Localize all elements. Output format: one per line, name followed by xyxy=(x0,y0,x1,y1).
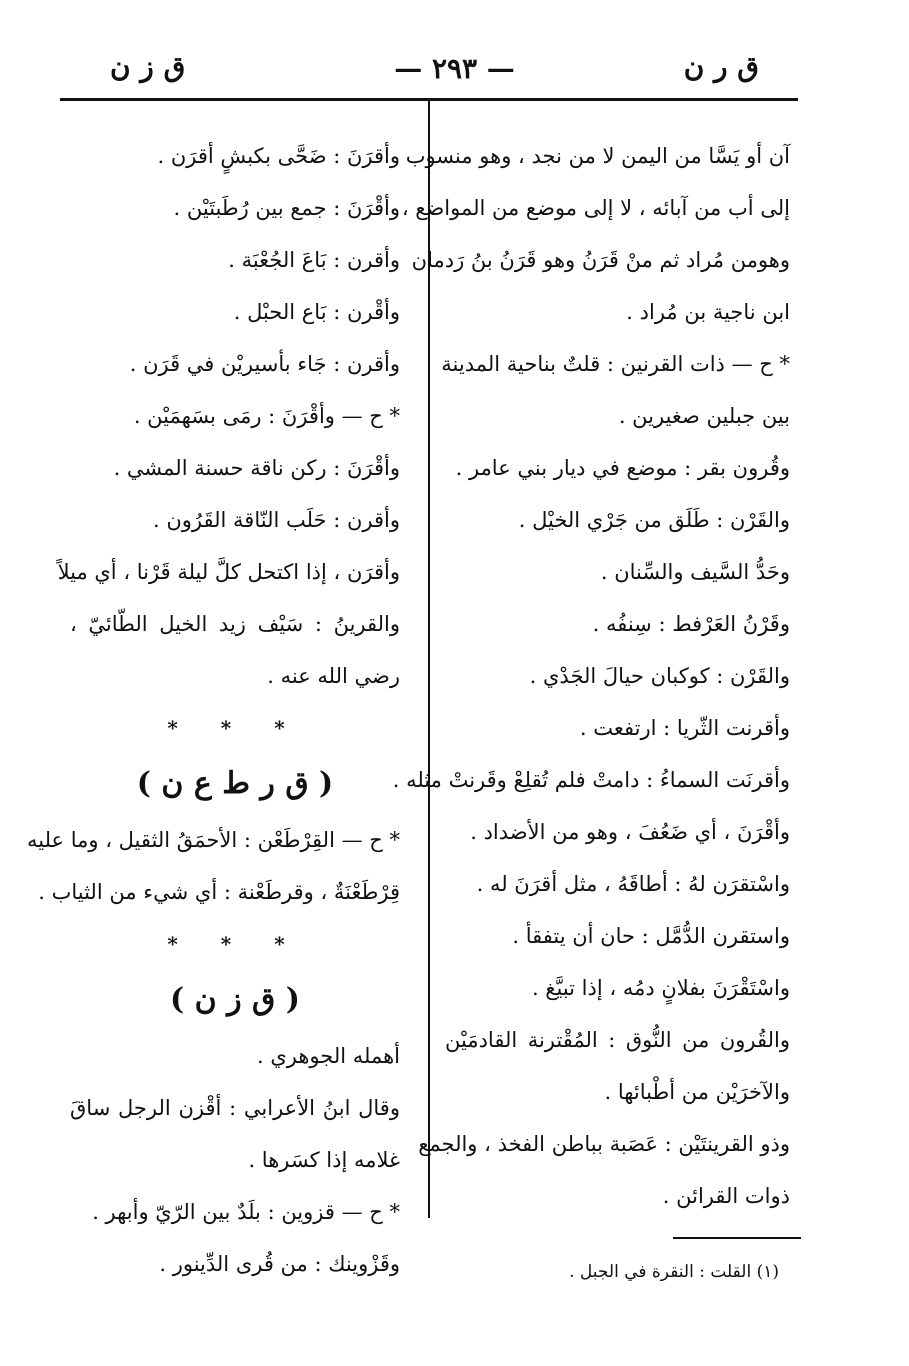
text-line: وأقرن : جَاء بأسيريْن في قَرَن . xyxy=(129,352,400,376)
text-line: آن أو يَسَّا من اليمن لا من نجد ، وهو منسوب xyxy=(405,144,790,168)
right-column xyxy=(392,130,790,1222)
text-line: وأقْرَنَ : جمع بين رُطَبتَيْن . xyxy=(173,196,400,220)
left-column xyxy=(26,130,400,1290)
text-line: وقال ابنُ الأعرابي : أقْزن الرجل ساقَ xyxy=(70,1096,400,1120)
text-line: وأقرنَت السماءُ : دامتْ فلم تُقلِعْ وقَرنتْ مثله . xyxy=(392,768,790,792)
footnote: (١) القلت : النقرة في الجبل . xyxy=(569,1262,779,1282)
text-line: قِرْطَعْنَةٌ ، وقرطَعْنة : أي شيء من الثياب . xyxy=(38,880,400,904)
text-line: وأقرن : بَاعَ الجُعْبَة . xyxy=(228,248,400,272)
text-line: ابن ناجية بن مُراد . xyxy=(626,300,790,324)
text-line: والآخرَيْن من أطْبائها . xyxy=(604,1080,790,1104)
text-line: بين جبلين صغيرين . xyxy=(618,404,790,428)
text-line: وقَرْنُ العَرْفط : سِنفُه . xyxy=(592,612,790,636)
text-line: وأقْرن : بَاع الحبْل . xyxy=(233,300,400,324)
section-separator-stars: * * * xyxy=(167,716,303,740)
text-line: إلى أب من آبائه ، لا إلى موضع من المواضع ، xyxy=(401,196,790,220)
text-line: وأقرن : حَلَب النّاقة القَرُون . xyxy=(153,508,400,532)
entry-heading-qzn: ( ق ز ن ) xyxy=(170,982,300,1017)
text-line: وأقْرَنَ ، أي ضَعُفَ ، وهو من الأضداد . xyxy=(470,820,790,844)
page-number: — ٢٩٣ — xyxy=(394,52,515,85)
text-line: وأقرَن ، إذا اكتحل كلَّ ليلة قَرْنا ، أي ميلاً xyxy=(57,560,400,584)
text-line: واسْتقرَن لهُ : أطاقَهُ ، مثل أقرَنَ له . xyxy=(476,872,790,896)
text-line: رضي الله عنه . xyxy=(267,664,400,688)
text-line: * ح — القِرْطَعْن : الأحمَقُ الثقيل ، وما عليه xyxy=(26,828,400,852)
entry-heading-qrtn: ( ق ر ط ع ن ) xyxy=(136,766,334,801)
text-line: * ح — ذات القرنين : قلتٌ بناحية المدينة xyxy=(441,352,790,376)
text-line: واسْتَقْرَنَ بفلانٍ دمُه ، إذا تبيَّغ . xyxy=(531,976,790,1000)
section-separator-stars: * * * xyxy=(167,932,303,956)
running-head-right-root: ق ر ن xyxy=(683,50,759,83)
running-head-left-root: ق ز ن xyxy=(110,50,186,83)
text-line: * ح — وأقْرَنَ : رمَى بسَهمَيْن . xyxy=(133,404,400,428)
text-line: والقُرون من النُّوق : المُقْترنة القادمَيْن xyxy=(445,1028,790,1052)
text-line: وأقْرَنَ : ركن ناقة حسنة المشي . xyxy=(113,456,400,480)
text-line: والقرينُ : سَيْف زيد الخيل الطّائيّ ، xyxy=(70,612,400,636)
text-line: والقَرْن : طَلَق من جَرْي الخيْل . xyxy=(518,508,790,532)
text-line: ذوات القرائن . xyxy=(662,1184,790,1208)
footnote-rule xyxy=(673,1237,801,1239)
text-line: وأقرَنَ : ضَحَّى بكبشٍ أقرَن . xyxy=(157,144,400,168)
text-line: وحَدُّ السَّيف والسِّنان . xyxy=(600,560,790,584)
text-line: * ح — قزوين : بلَدٌ بين الرّيّ وأبهر . xyxy=(92,1200,400,1224)
text-line: وأقرنت الثّريا : ارتفعت . xyxy=(579,716,790,740)
text-line: واستقرن الدُّمَّل : حان أن يتفقأ . xyxy=(512,924,790,948)
text-line: غلامه إذا كسَرها . xyxy=(248,1148,400,1172)
text-line: وقَزْوينك : من قُرى الدِّينور . xyxy=(159,1252,400,1276)
text-line: والقَرْن : كوكبان حيالَ الجَدْي . xyxy=(529,664,790,688)
text-line: أهمله الجوهري . xyxy=(256,1044,400,1068)
text-line: وهومن مُراد ثم منْ قَرَنُ وهو قَرَنُ بنُ رَدمان xyxy=(411,248,790,272)
text-line: وقُرون بقر : موضع في ديار بني عامر . xyxy=(455,456,790,480)
text-line: وذو القرينتَيْن : عَصَبة بباطن الفخذ ، والجمع xyxy=(418,1132,790,1156)
